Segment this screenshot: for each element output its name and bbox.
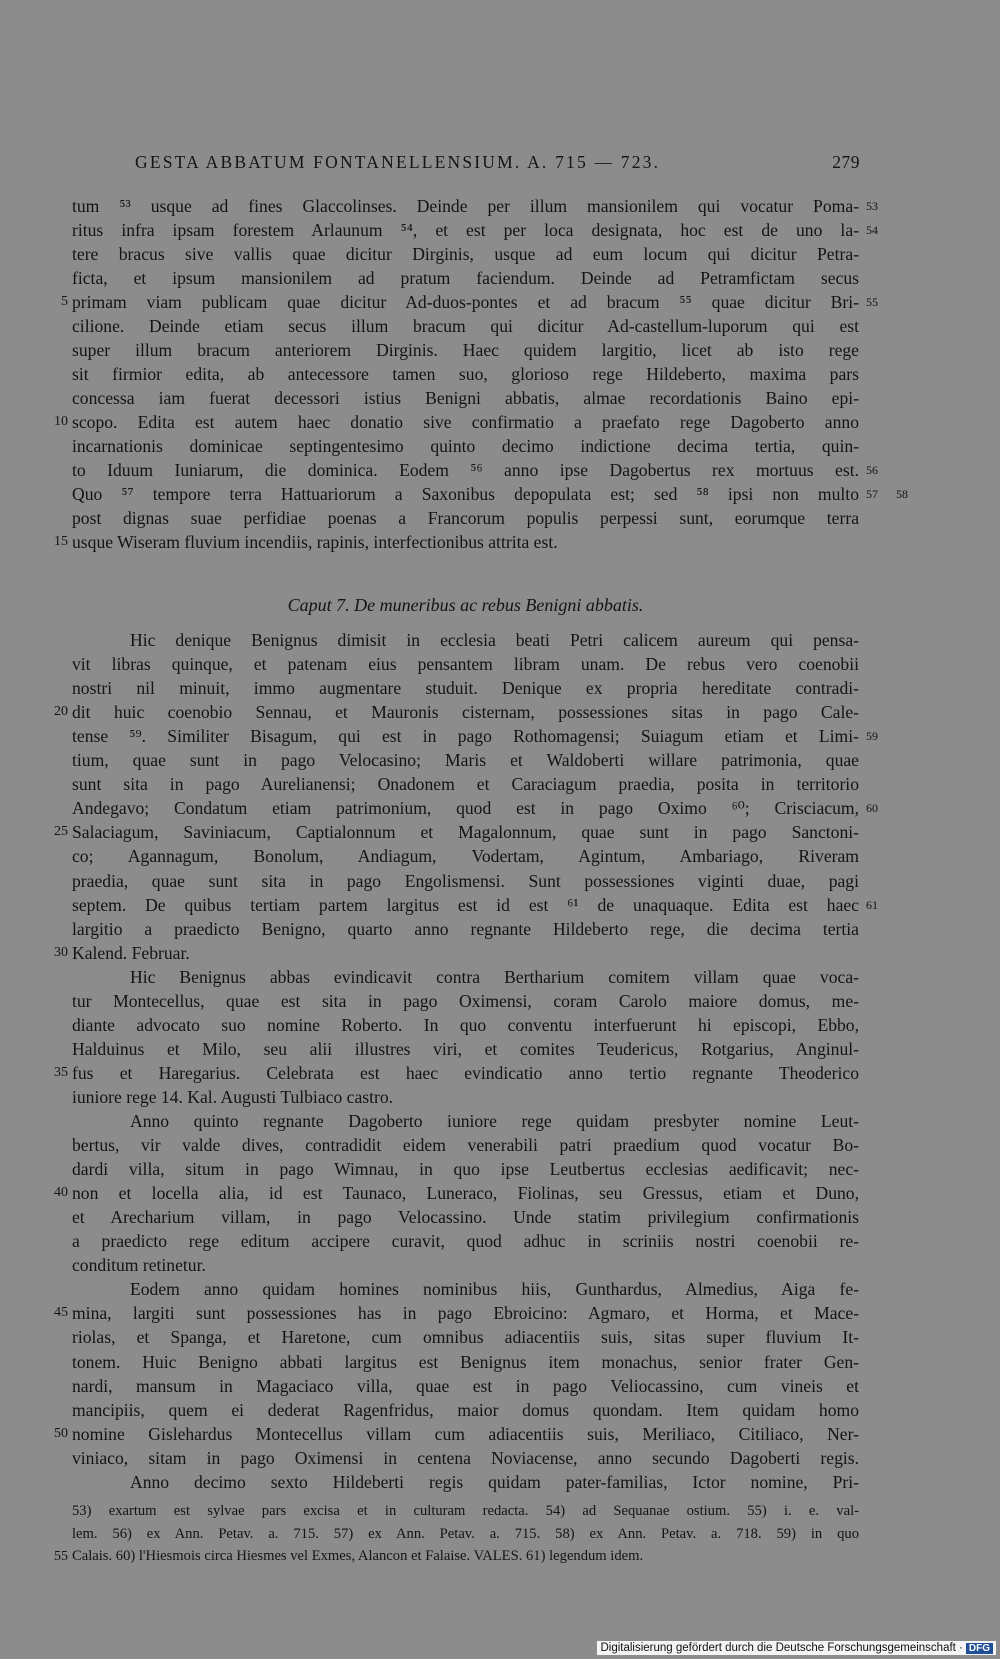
margin-note-number: 58	[896, 487, 908, 501]
line-number: 55	[54, 1549, 68, 1564]
text-line: Kalend. Februar.	[72, 942, 190, 963]
line-number: 15	[54, 534, 68, 549]
text-line: Eodem anno quidam homines nominibus hiis, Gunthardus, Almedius, Aiga fe-	[130, 1279, 859, 1300]
line-number: 45	[54, 1305, 68, 1321]
text-line: nomine Gislehardus Montecellus villam cum adiacentiis suis, Meriliaco, Citiliaco, Ner-	[72, 1423, 859, 1444]
text-line: tum ⁵³ usque ad fines Glaccolinses. Deinde per illum mansionilem qui vocatur Poma-	[72, 196, 859, 216]
text-line: septem. De quibus tertiam partem largitus est id est ⁶¹ de unaquaque. Edita est haec	[72, 894, 859, 915]
text-line: tere bracus sive vallis quae dicitur Dirginis, usque ad eum locum qui dicitur Petra-	[72, 244, 859, 264]
text-line: post dignas suae perfidiae poenas a Francorum populis perpessi sunt, eorumque terra	[72, 508, 859, 528]
text-line: super illum bracum anteriorem Dirginis. Haec quidem largitio, licet ab isto rege	[72, 340, 859, 360]
text-line: scopo. Edita est autem haec donatio sive confirmatio a praefato rege Dagoberto anno	[72, 412, 859, 432]
text-line: a praedicto rege editum accipere curavit, quod adhuc in scriniis nostri coenobii re-	[72, 1231, 859, 1252]
text-line: largitio a praedicto Benigno, quarto anno regnante Hildeberto rege, die decima tertia	[72, 918, 859, 939]
text-line: cilione. Deinde etiam secus illum bracum qui dicitur Ad-castellum-luporum qui est	[72, 316, 859, 336]
margin-note-number: 57	[866, 487, 878, 501]
text-line: Hic Benignus abbas evindicavit contra Bertharium comitem villam quae voca-	[130, 966, 859, 987]
text-line: dit huic coenobio Sennau, et Mauronis cisternam, possessiones sitas in pago Cale-	[72, 702, 859, 723]
text-line: co; Agannagum, Bonolum, Andiagum, Vodertam, Agintum, Ambariago, Riveram	[72, 846, 859, 867]
running-header	[135, 152, 860, 173]
text-line: nardi, mansum in Magaciaco villa, quae est in pago Veliocassino, cum vineis et	[72, 1375, 859, 1396]
line-number: 40	[54, 1185, 68, 1201]
line-number: 25	[54, 824, 68, 840]
text-line: viniaco, sitam in pago Oximensi in centena Noviacense, anno secundo Dagoberti regis.	[72, 1447, 859, 1468]
text-line: Anno quinto regnante Dagoberto iuniore rege quidam presbyter nomine Leut-	[130, 1111, 859, 1131]
margin-note-number: 54	[866, 223, 878, 237]
line-number: 10	[54, 414, 68, 429]
text-line: conditum retinetur.	[72, 1255, 206, 1276]
margin-note-number: 56	[866, 463, 878, 477]
margin-note-number: 60	[866, 801, 878, 816]
line-number: 30	[54, 944, 68, 960]
text-line: Quo ⁵⁷ tempore terra Hattuariorum a Saxonibus depopulata est; sed ⁵⁸ ipsi non multo	[72, 484, 859, 504]
text-line: Hic denique Benignus dimisit in ecclesia beati Petri calicem aureum qui pensa-	[130, 630, 859, 650]
text-line: mina, largiti sunt possessiones has in pago Ebroicino: Agmaro, et Horma, et Mace-	[72, 1303, 859, 1324]
line-number: 20	[54, 704, 68, 720]
dfg-logo: DFG	[966, 1643, 993, 1654]
text-line: Halduinus et Milo, seu alii illustres viri, et comites Teudericus, Rotgarius, Anginul-	[72, 1038, 859, 1059]
text-line: dardi villa, situm in pago Wimnau, in quo ipse Leutbertus ecclesias aedificavit; nec-	[72, 1159, 859, 1180]
text-line: Salaciagum, Saviniacum, Captialonnum et Magalonnum, quae sunt in pago Sanctoni-	[72, 822, 859, 843]
digitization-credit	[597, 1641, 996, 1655]
margin-note-number: 59	[866, 729, 878, 744]
text-line: non et locella alia, id est Taunaco, Luneraco, Fiolinas, seu Gressus, etiam et Duno,	[72, 1183, 859, 1204]
text-line: tium, quae sunt in pago Velocasino; Maris et Waldoberti willare patrimonia, quae	[72, 750, 859, 771]
text-line: to Iduum Iuniarum, die dominica. Eodem ⁵⁶ anno ipse Dagobertus rex mortuus est.	[72, 460, 859, 480]
line-number: 50	[54, 1425, 68, 1441]
page-number: 279	[832, 152, 860, 172]
text-line: ficta, et ipsum mansionilem ad pratum faciendum. Deinde ad Petramfictam secus	[72, 268, 859, 288]
text-line: sit firmior edita, ab antecessore tamen suo, glorioso rege Hildeberto, maxima pars	[72, 364, 859, 384]
line-number: 5	[61, 294, 68, 309]
text-line: riolas, et Spanga, et Haretone, cum omnibus adiacentiis suis, sitas super fluvium It-	[72, 1327, 859, 1348]
text-line: bertus, vir valde dives, contradidit eidem venerabili patri praedium quod vocatur Bo-	[72, 1135, 859, 1156]
text-line: Anno decimo sexto Hildeberti regis quidam pater-familias, Ictor nomine, Pri-	[130, 1471, 859, 1492]
running-title: GESTA ABBATUM FONTANELLENSIUM. A. 715 — 723.	[135, 152, 661, 172]
text-line: ritus infra ipsam forestem Arlaunum ⁵⁴, et est per loca designata, hoc est de uno la-	[72, 220, 859, 240]
text-line: mancipiis, quem ei dederat Ragenfridus, maior domus quondam. Item quidam homo	[72, 1399, 859, 1420]
line-number: 35	[54, 1064, 68, 1080]
text-line: usque Wiseram fluvium incendiis, rapinis, interfectionibus attrita est.	[72, 532, 558, 552]
footnote-line: 53) exartum est sylvae pars excisa et in culturam redacta. 54) ad Sequanae ostium. 55) i. e. val-	[72, 1503, 859, 1519]
text-line: primam viam publicam quae dicitur Ad-duos-pontes et ad bracum ⁵⁵ quae dicitur Bri-	[72, 292, 859, 312]
chapter-heading: Caput 7. De muneribus ac rebus Benigni abbatis.	[287, 595, 644, 615]
text-line: tonem. Huic Benigno abbati largitus est Benignus item monachus, senior frater Gen-	[72, 1351, 859, 1372]
text-line: vit libras quinque, et patenam eius pensantem libram unam. De rebus vero coenobii	[72, 654, 859, 675]
footnote-line: Calais. 60) l'Hiesmois circa Hiesmes vel Exmes, Alancon et Falaise. VALES. 61) legendum idem.	[72, 1548, 644, 1564]
text-line: concessa iam fuerat decessori istius Benigni abbatis, almae recordationis Baino epi-	[72, 388, 859, 408]
margin-note-number: 55	[866, 295, 878, 309]
text-line: incarnationis dominicae septingentesimo quinto decimo indictione decima tertia, quin-	[72, 436, 859, 456]
text-line: diante advocato suo nomine Roberto. In quo conventu interfuerunt hi episcopi, Ebbo,	[72, 1014, 859, 1035]
footnote-line: lem. 56) ex Ann. Petav. a. 715. 57) ex Ann. Petav. a. 715. 58) ex Ann. Petav. a. 718. 59) in quo	[72, 1525, 859, 1542]
text-line: praedia, quae sunt sita in pago Engolismensi. Sunt possessiones viginti duae, pagi	[72, 870, 859, 891]
text-line: tur Montecellus, quae est sita in pago Oximensi, coram Carolo maiore domus, me-	[72, 990, 859, 1011]
text-line: tense ⁵⁹. Similiter Bisagum, qui est in pago Rothomagensi; Suiagum etiam et Limi-	[72, 726, 859, 747]
margin-note-number: 61	[866, 897, 878, 912]
text-line: nostri nil minuit, immo augmentare studuit. Denique ex propria hereditate contradi-	[72, 678, 859, 699]
text-line: iuniore rege 14. Kal. Augusti Tulbiaco castro.	[72, 1086, 394, 1107]
text-line: sunt sita in pago Aurelianensi; Onadonem et Caraciagum praedia, posita in territorio	[72, 774, 859, 795]
margin-note-number: 53	[866, 199, 878, 213]
credit-text: Digitalisierung gefördert durch die Deutsche Forschungsgemeinschaft ·	[600, 1642, 963, 1654]
text-line: Andegavo; Condatum etiam patrimonium, quod est in pago Oximo ⁶⁰; Crisciacum,	[72, 798, 859, 819]
text-line: fus et Haregarius. Celebrata est haec evindicatio anno tertio regnante Theoderico	[72, 1062, 859, 1083]
text-line: et Arecharium villam, in pago Velocassino. Unde statim privilegium confirmationis	[72, 1207, 859, 1228]
